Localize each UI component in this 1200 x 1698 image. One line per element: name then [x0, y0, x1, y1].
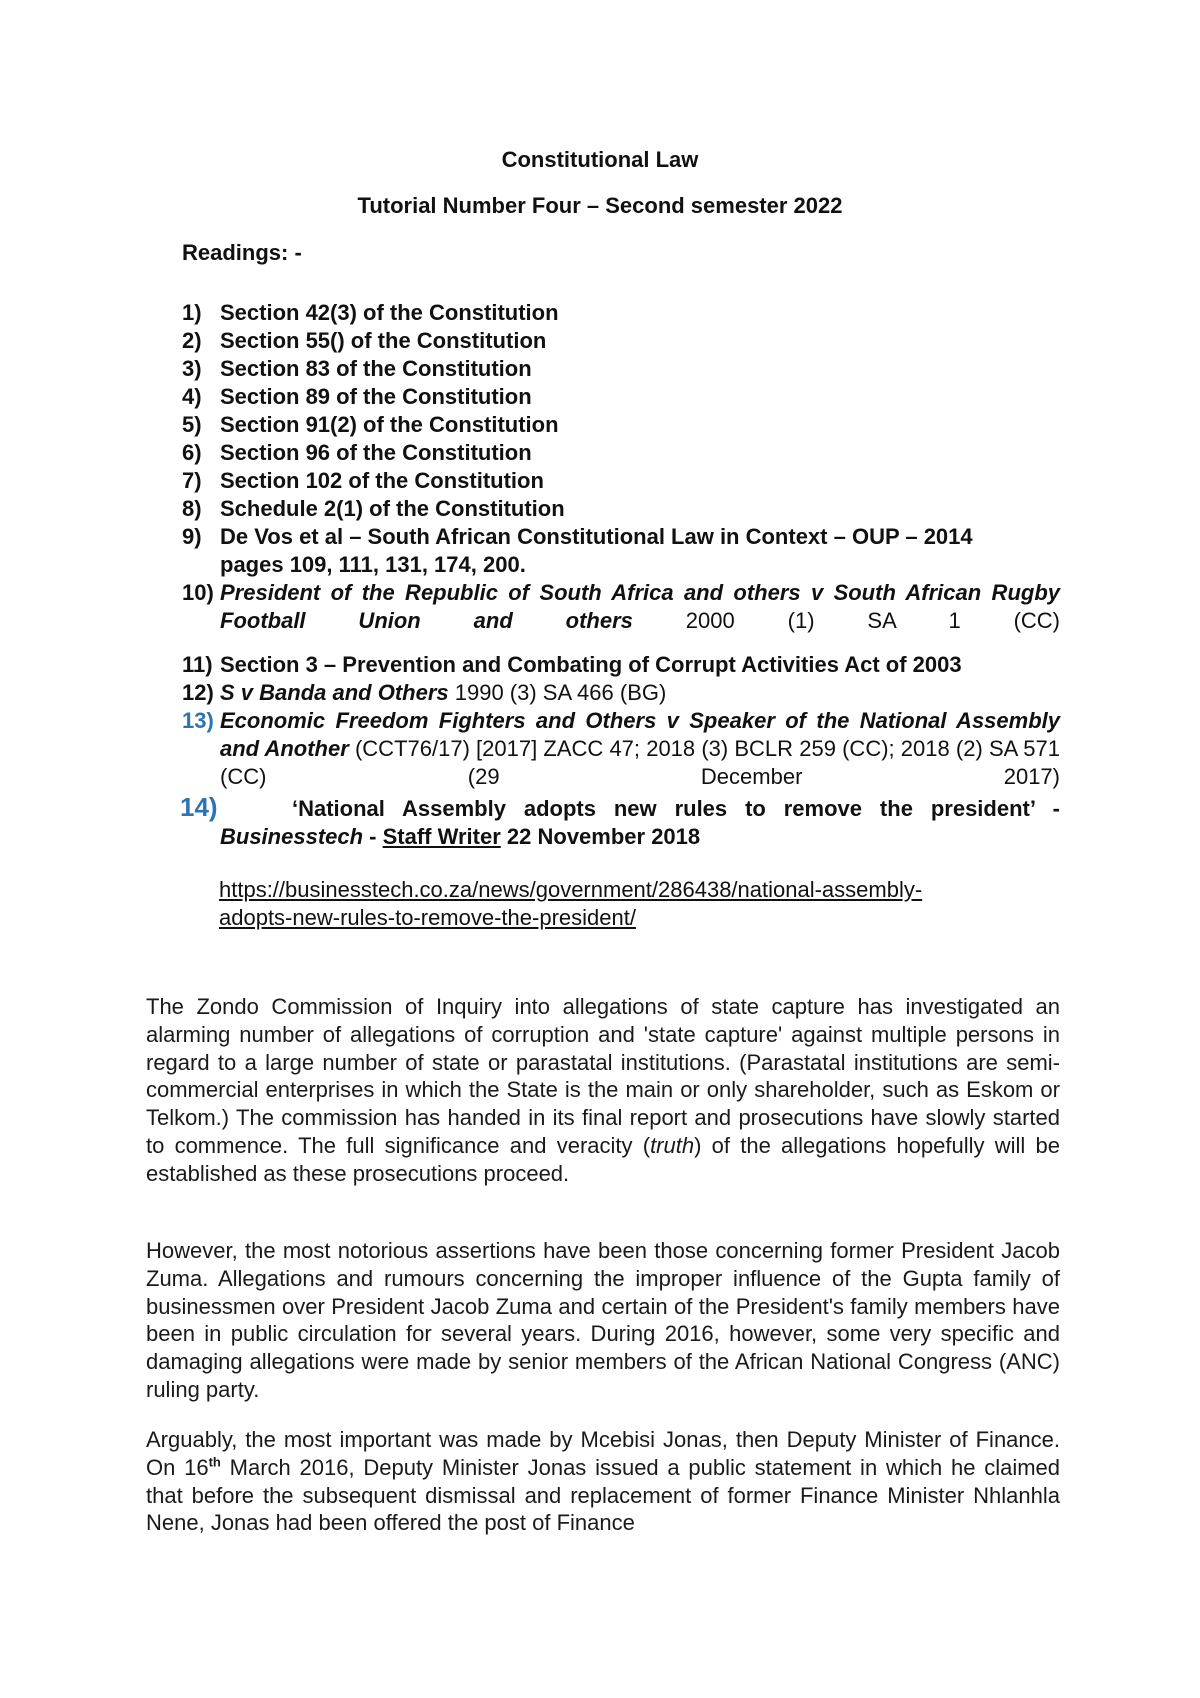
- list-number: 1): [182, 300, 202, 325]
- reading-text: Section 55() of the Constitution: [220, 328, 547, 353]
- case-citation: 1990 (3) SA 466 (BG): [454, 680, 667, 705]
- reading-item: [182, 651, 1060, 679]
- reading-item: [180, 792, 1060, 851]
- list-number: 10): [182, 580, 214, 605]
- case-citation: (CCT76/17) [2017] ZACC 47; 2018 (3) BCLR 259 (CC); 2018 (2) SA 571 (CC) (29 December 2017): [220, 736, 1060, 789]
- article-url-link[interactable]: [219, 876, 1039, 932]
- reading-text: Section 91(2) of the Constitution: [220, 412, 559, 437]
- reading-item: [182, 679, 1060, 707]
- reading-item: [182, 439, 1060, 467]
- article-title: ‘National Assembly adopts new rules to remove the president’ -: [292, 796, 1060, 821]
- list-number: 8): [182, 496, 202, 521]
- list-number: 3): [182, 356, 202, 381]
- body-paragraph: [146, 1426, 1060, 1537]
- page-subtitle: Tutorial Number Four – Second semester 2022: [357, 193, 843, 218]
- article-date: 22 November 2018: [500, 824, 701, 849]
- reading-text-line: pages 109, 111, 131, 174, 200.: [220, 552, 526, 577]
- author-link[interactable]: Staff Writer: [382, 824, 501, 849]
- reading-item: [182, 495, 1060, 523]
- reading-item: [182, 327, 1060, 355]
- list-number: 7): [182, 468, 202, 493]
- emphasis-text: truth: [650, 1132, 695, 1158]
- case-name: President of the Republic of South Africa and others v South African Rugby Football Union and others: [220, 580, 1060, 633]
- reading-item: [182, 579, 1060, 635]
- list-number: 2): [182, 328, 202, 353]
- reading-text: Schedule 2(1) of the Constitution: [220, 496, 565, 521]
- case-citation: 2000 (1) SA 1 (CC): [685, 608, 1060, 633]
- list-number: 5): [182, 412, 202, 437]
- page-title: Constitutional Law: [501, 147, 699, 172]
- reading-text: [220, 523, 1060, 579]
- case-name: Economic Freedom Fighters and Others v Speaker of the National Assembly and Another: [220, 708, 1060, 761]
- paragraph-text: The Zondo Commission of Inquiry into allegations of state capture has investigated an alarming number of allegations of corruption and 'state capture' against multiple persons in regard to a large number of state or parastatal institutions. (Parastatal institutions are semi-commercial enterprises in which the State is the main or only shareholder, such as Eskom or Telkom.) The commission has handed in its final report and prosecutions have slowly started to commence. The full significance and veracity (: [146, 994, 1060, 1158]
- reading-text: Section 3 – Prevention and Combating of Corrupt Activities Act of 2003: [220, 652, 962, 677]
- list-number: 4): [182, 384, 202, 409]
- reading-text: Section 89 of the Constitution: [220, 384, 532, 409]
- reading-item: [182, 411, 1060, 439]
- superscript: th: [208, 1454, 221, 1470]
- separator: -: [363, 824, 383, 849]
- reading-item: [182, 707, 1060, 791]
- reading-text: [220, 707, 1060, 791]
- url-line[interactable]: https://businesstech.co.za/news/government/286438/national-assembly-: [219, 877, 923, 902]
- reading-item: [182, 383, 1060, 411]
- article-source: Businesstech: [220, 824, 364, 849]
- reading-item: [182, 299, 1060, 327]
- reading-text: Section 42(3) of the Constitution: [220, 300, 559, 325]
- reading-text: [220, 795, 1060, 851]
- paragraph-text: March 2016, Deputy Minister Jonas issued a public statement in which he claimed that before the subsequent dismissal and replacement of former Finance Minister Nhlanhla Nene, Jonas had been offered the post of Finance: [146, 1454, 1060, 1536]
- paragraph-text: ) of the allegations hopefully will be established as these prosecutions proceed.: [146, 1132, 1060, 1186]
- body-paragraph: [146, 993, 1060, 1188]
- reading-text: Section 83 of the Constitution: [220, 356, 532, 381]
- list-number: 6): [182, 440, 202, 465]
- reading-text: Section 102 of the Constitution: [220, 468, 544, 493]
- reading-text: Section 96 of the Constitution: [220, 440, 532, 465]
- reading-text-line: De Vos et al – South African Constitutional Law in Context – OUP – 2014: [220, 524, 973, 549]
- reading-item: [182, 523, 1060, 579]
- readings-label: Readings: -: [182, 240, 302, 265]
- list-number: 9): [182, 524, 202, 549]
- list-number: 14): [180, 792, 218, 822]
- reading-text: [220, 679, 1060, 707]
- list-number: 13): [182, 708, 214, 733]
- case-name: S v Banda and Others: [220, 680, 449, 705]
- url-line[interactable]: adopts-new-rules-to-remove-the-president/: [219, 905, 636, 930]
- body-paragraph: However, the most notorious assertions have been those concerning former President Jacob Zuma. Allegations and rumours concerning the improper influence of the Gupta family of businessmen over President Jacob Zuma and certain of the President's family members have been in public circulation for several years. During 2016, however, some very specific and damaging allegations were made by senior members of the African National Congress (ANC) ruling party.: [146, 1238, 1060, 1402]
- list-number: 11): [182, 652, 213, 677]
- reading-item: [182, 355, 1060, 383]
- reading-item: [182, 467, 1060, 495]
- list-number: 12): [182, 680, 214, 705]
- reading-text: [220, 579, 1060, 635]
- paragraph-text: Arguably, the most important was made by Mcebisi Jonas, then Deputy Minister of Finance. On 16: [146, 1427, 1060, 1480]
